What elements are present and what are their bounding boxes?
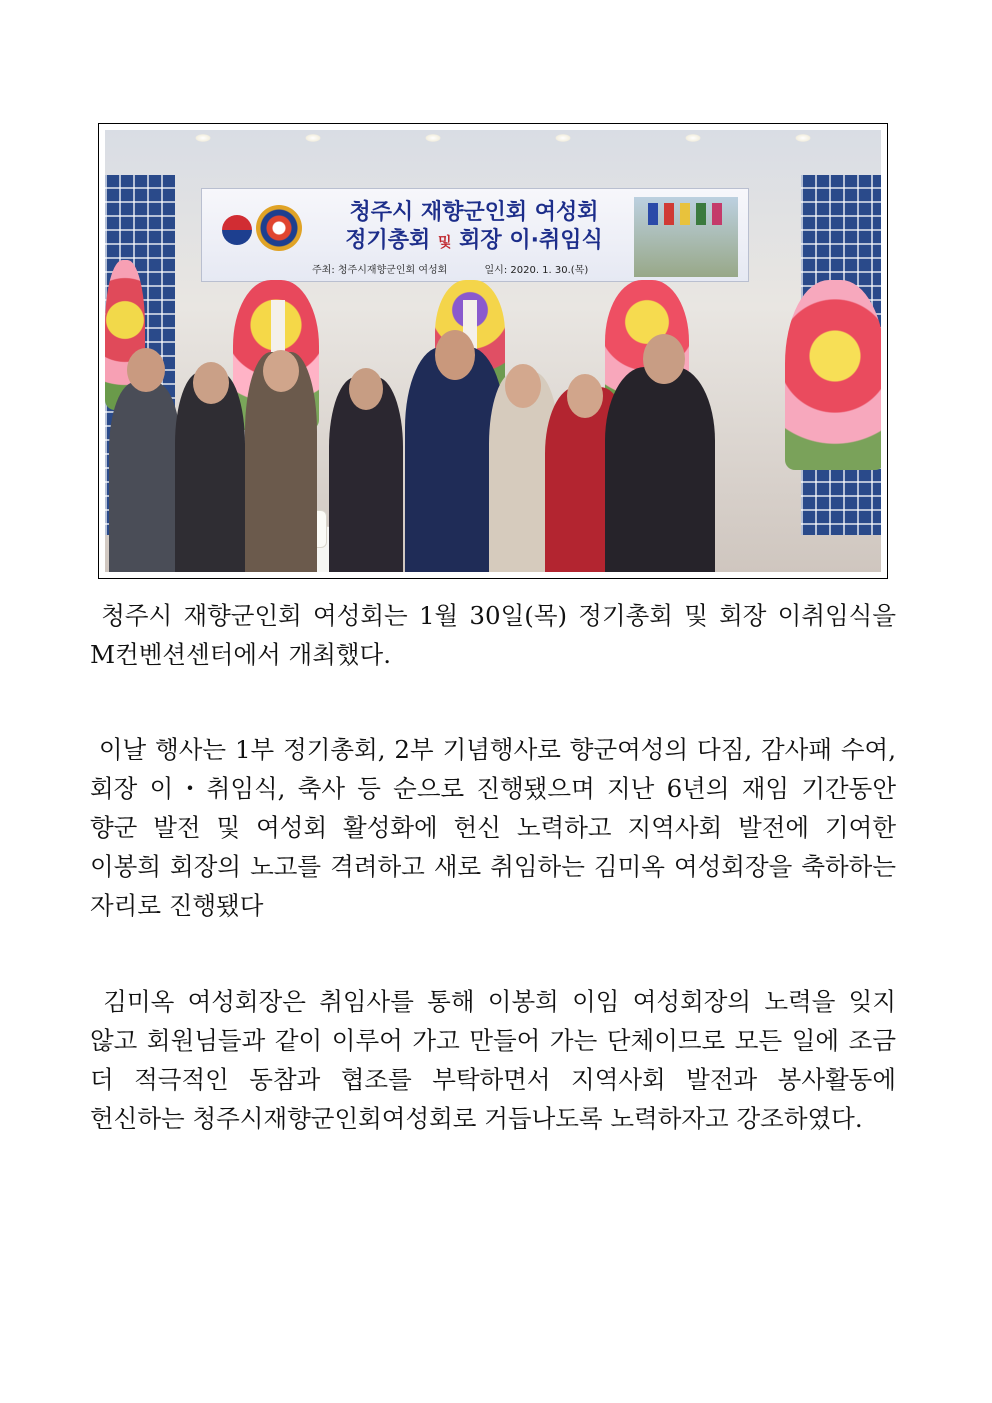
banner-flags-image [634, 197, 738, 277]
banner-title: 청주시 재향군인회 여성회 [349, 200, 599, 225]
taegeuk-icon [222, 215, 252, 245]
banner-date: 일시: 2020. 1. 30.(목) [484, 265, 589, 276]
person [605, 367, 715, 572]
person-head [349, 368, 383, 410]
person-head [643, 334, 685, 384]
person-head [505, 364, 541, 408]
person-head [435, 330, 475, 380]
banner-host: 주최: 청주시재향군인회 여성회 [312, 265, 448, 276]
article-paragraph-3: 김미옥 여성회장은 취임사를 통해 이봉희 이임 여성회장의 노력을 잊지 않고 회원님들과 같이 이루어 가고 만들어 가는 단체이므로 모든 일에 조금 더 적극적인 동참과 협조를 부탁하면서 지역사회 발전과 봉사활동에 헌신하는 청주시재향군인회여성회로 거듭나도록 노력하자고 강조하였다. [90, 987, 896, 1133]
ceiling-light [795, 134, 811, 142]
person-head [567, 374, 603, 418]
person-head [263, 350, 299, 392]
person-head [193, 362, 229, 404]
event-banner [201, 188, 749, 282]
ceiling-light [425, 134, 441, 142]
veterans-emblem-icon [256, 205, 302, 251]
flower-wreath [785, 280, 881, 470]
event-photo-frame [98, 123, 888, 579]
person [109, 382, 181, 572]
banner-subtitle: 정기총회 및 회장 이·취임식 [345, 228, 603, 253]
article-paragraph-1: 청주시 재향군인회 여성회는 1월 30일(목) 정기총회 및 회장 이취임식을 M컨벤션센터에서 개최했다. [90, 601, 896, 669]
ceiling-light [195, 134, 211, 142]
ceiling-light [555, 134, 571, 142]
person-head [127, 348, 165, 392]
ceiling-light [305, 134, 321, 142]
event-photo [105, 130, 881, 572]
article-paragraph-2: 이날 행사는 1부 정기총회, 2부 기념행사로 향군여성의 다짐, 감사패 수여, 회장 이・취임식, 축사 등 순으로 진행됐으며 지난 6년의 재임 기간동안 향군 발전 및 여성회 활성화에 헌신 노력하고 지역사회 발전에 기여한 이봉희 회장의 노고를 격려하고 새로 취임하는 김미옥 여성회장을 축하하는 자리로 진행됐다 [90, 735, 896, 920]
ceiling-light [685, 134, 701, 142]
